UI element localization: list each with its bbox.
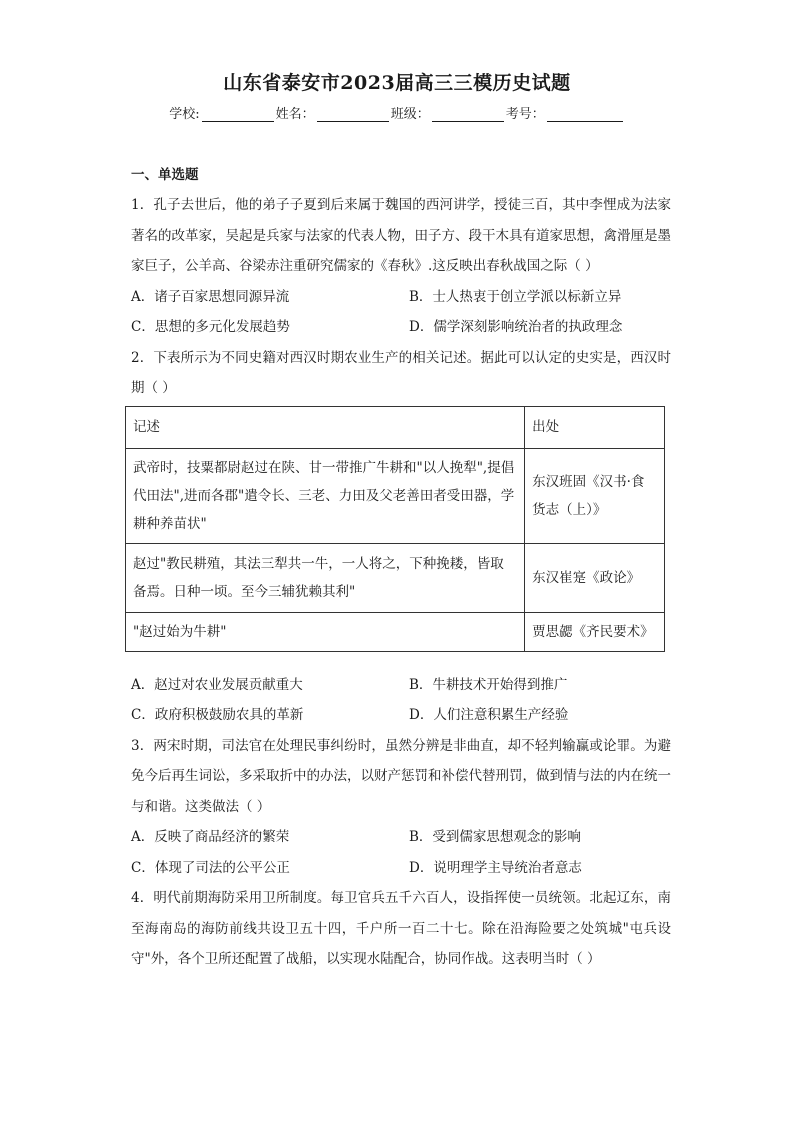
table-header-record: 记述 bbox=[126, 406, 525, 448]
question-1-option-a[interactable]: A．诸子百家思想同源异流 bbox=[131, 288, 290, 305]
question-2-table bbox=[125, 406, 665, 652]
table-cell-record: "赵过始为牛耕" bbox=[126, 612, 525, 651]
question-3-options bbox=[131, 822, 671, 883]
question-2-option-d[interactable]: D．人们注意积累生产经验 bbox=[409, 707, 569, 723]
table-row bbox=[126, 612, 665, 651]
question-2-option-a[interactable]: A．赵过对农业发展贡献重大 bbox=[131, 676, 303, 693]
question-3-option-c[interactable]: C．体现了司法的公平公正 bbox=[131, 859, 290, 876]
question-1-stem: 1．孔子去世后，他的弟子子夏到后来属于魏国的西河讲学，授徒三百，其中李悝成为法家著名的改革家，吴起是兵家与法家的代表人物，田子方、段干木具有道家思想，禽滑厘是墨家巨子，公羊高、谷梁赤注重研究儒家的《春秋》.这反映出春秋战国之际（ ） bbox=[131, 197, 671, 274]
question-2-option-b[interactable]: B．牛耕技术开始得到推广 bbox=[409, 676, 568, 693]
question-3-option-a[interactable]: A．反映了商品经济的繁荣 bbox=[131, 829, 290, 845]
table-header-row bbox=[126, 406, 665, 448]
table-cell-record: 武帝时，技粟都尉赵过在陕、甘一带推广牛耕和"以人挽犁",提倡代田法",进而各郡"遣令长、三老、力田及父老善田者受田器，学耕种养苗状" bbox=[126, 448, 525, 543]
class-label: 班级： bbox=[390, 107, 430, 122]
question-1-options bbox=[131, 282, 671, 343]
question-2-option-c[interactable]: C．政府积极鼓励农具的革新 bbox=[131, 707, 304, 723]
question-1-option-c[interactable]: C．思想的多元化发展趋势 bbox=[131, 319, 290, 335]
question-area bbox=[131, 160, 671, 975]
exam-number-label: 考号： bbox=[505, 107, 545, 122]
school-label: 学校: bbox=[169, 107, 200, 122]
question-4-stem: 4．明代前期海防采用卫所制度。每卫官兵五千六百人，设指挥使一员统领。北起辽东，南至海南岛的海防前线共设卫五十四，千户所一百二十七。除在沿海险要之处筑城"屯兵设守"外，各个卫所还配置了战船，以实现水陆配合，协同作战。这表明当时（ ） bbox=[131, 890, 671, 967]
table-row bbox=[126, 448, 665, 543]
question-3-option-b[interactable]: B．受到儒家思想观念的影响 bbox=[409, 829, 581, 845]
table-cell-source: 东汉崔寔《政论》 bbox=[525, 543, 665, 612]
exam-number-blank bbox=[547, 107, 623, 122]
school-blank bbox=[202, 107, 274, 122]
question-2-stem: 2．下表所示为不同史籍对西汉时期农业生产的相关记述。据此可以认定的史实是，西汉时期（ ） bbox=[131, 349, 671, 396]
class-blank bbox=[432, 107, 504, 122]
question-3-stem: 3．两宋时期，司法官在处理民事纠纷时，虽然分辨是非曲直，却不轻判输赢或论罪。为避免今后再生词讼，多采取折中的办法，以财产惩罚和补偿代替刑罚，做到情与法的内在统一与和谐。这类做法（ ） bbox=[131, 737, 671, 815]
question-1-option-b[interactable]: B．士人热衷于创立学派以标新立异 bbox=[409, 288, 622, 305]
exam-title: 山东省泰安市2023届高三三模历史试题 bbox=[223, 72, 571, 94]
table-cell-source: 贾思勰《齐民要术》 bbox=[525, 612, 665, 651]
student-info-line bbox=[0, 103, 794, 122]
table-row bbox=[126, 543, 665, 612]
section-heading: 一、单选题 bbox=[131, 167, 199, 183]
table-header-source: 出处 bbox=[525, 406, 665, 448]
table-cell-record: 赵过"教民耕殖，其法三犁共一牛，一人将之，下种挽耧，皆取备焉。日种一顷。至今三辅犹赖其利" bbox=[126, 543, 525, 612]
question-1-option-d[interactable]: D．儒学深刻影响统治者的执政理念 bbox=[409, 319, 623, 335]
question-2-options bbox=[131, 670, 671, 731]
name-blank bbox=[317, 107, 389, 122]
name-label: 姓名： bbox=[275, 107, 315, 122]
question-3-option-d[interactable]: D．说明理学主导统治者意志 bbox=[409, 859, 582, 876]
table-cell-source: 东汉班固《汉书·食货志（上）》 bbox=[525, 448, 665, 543]
